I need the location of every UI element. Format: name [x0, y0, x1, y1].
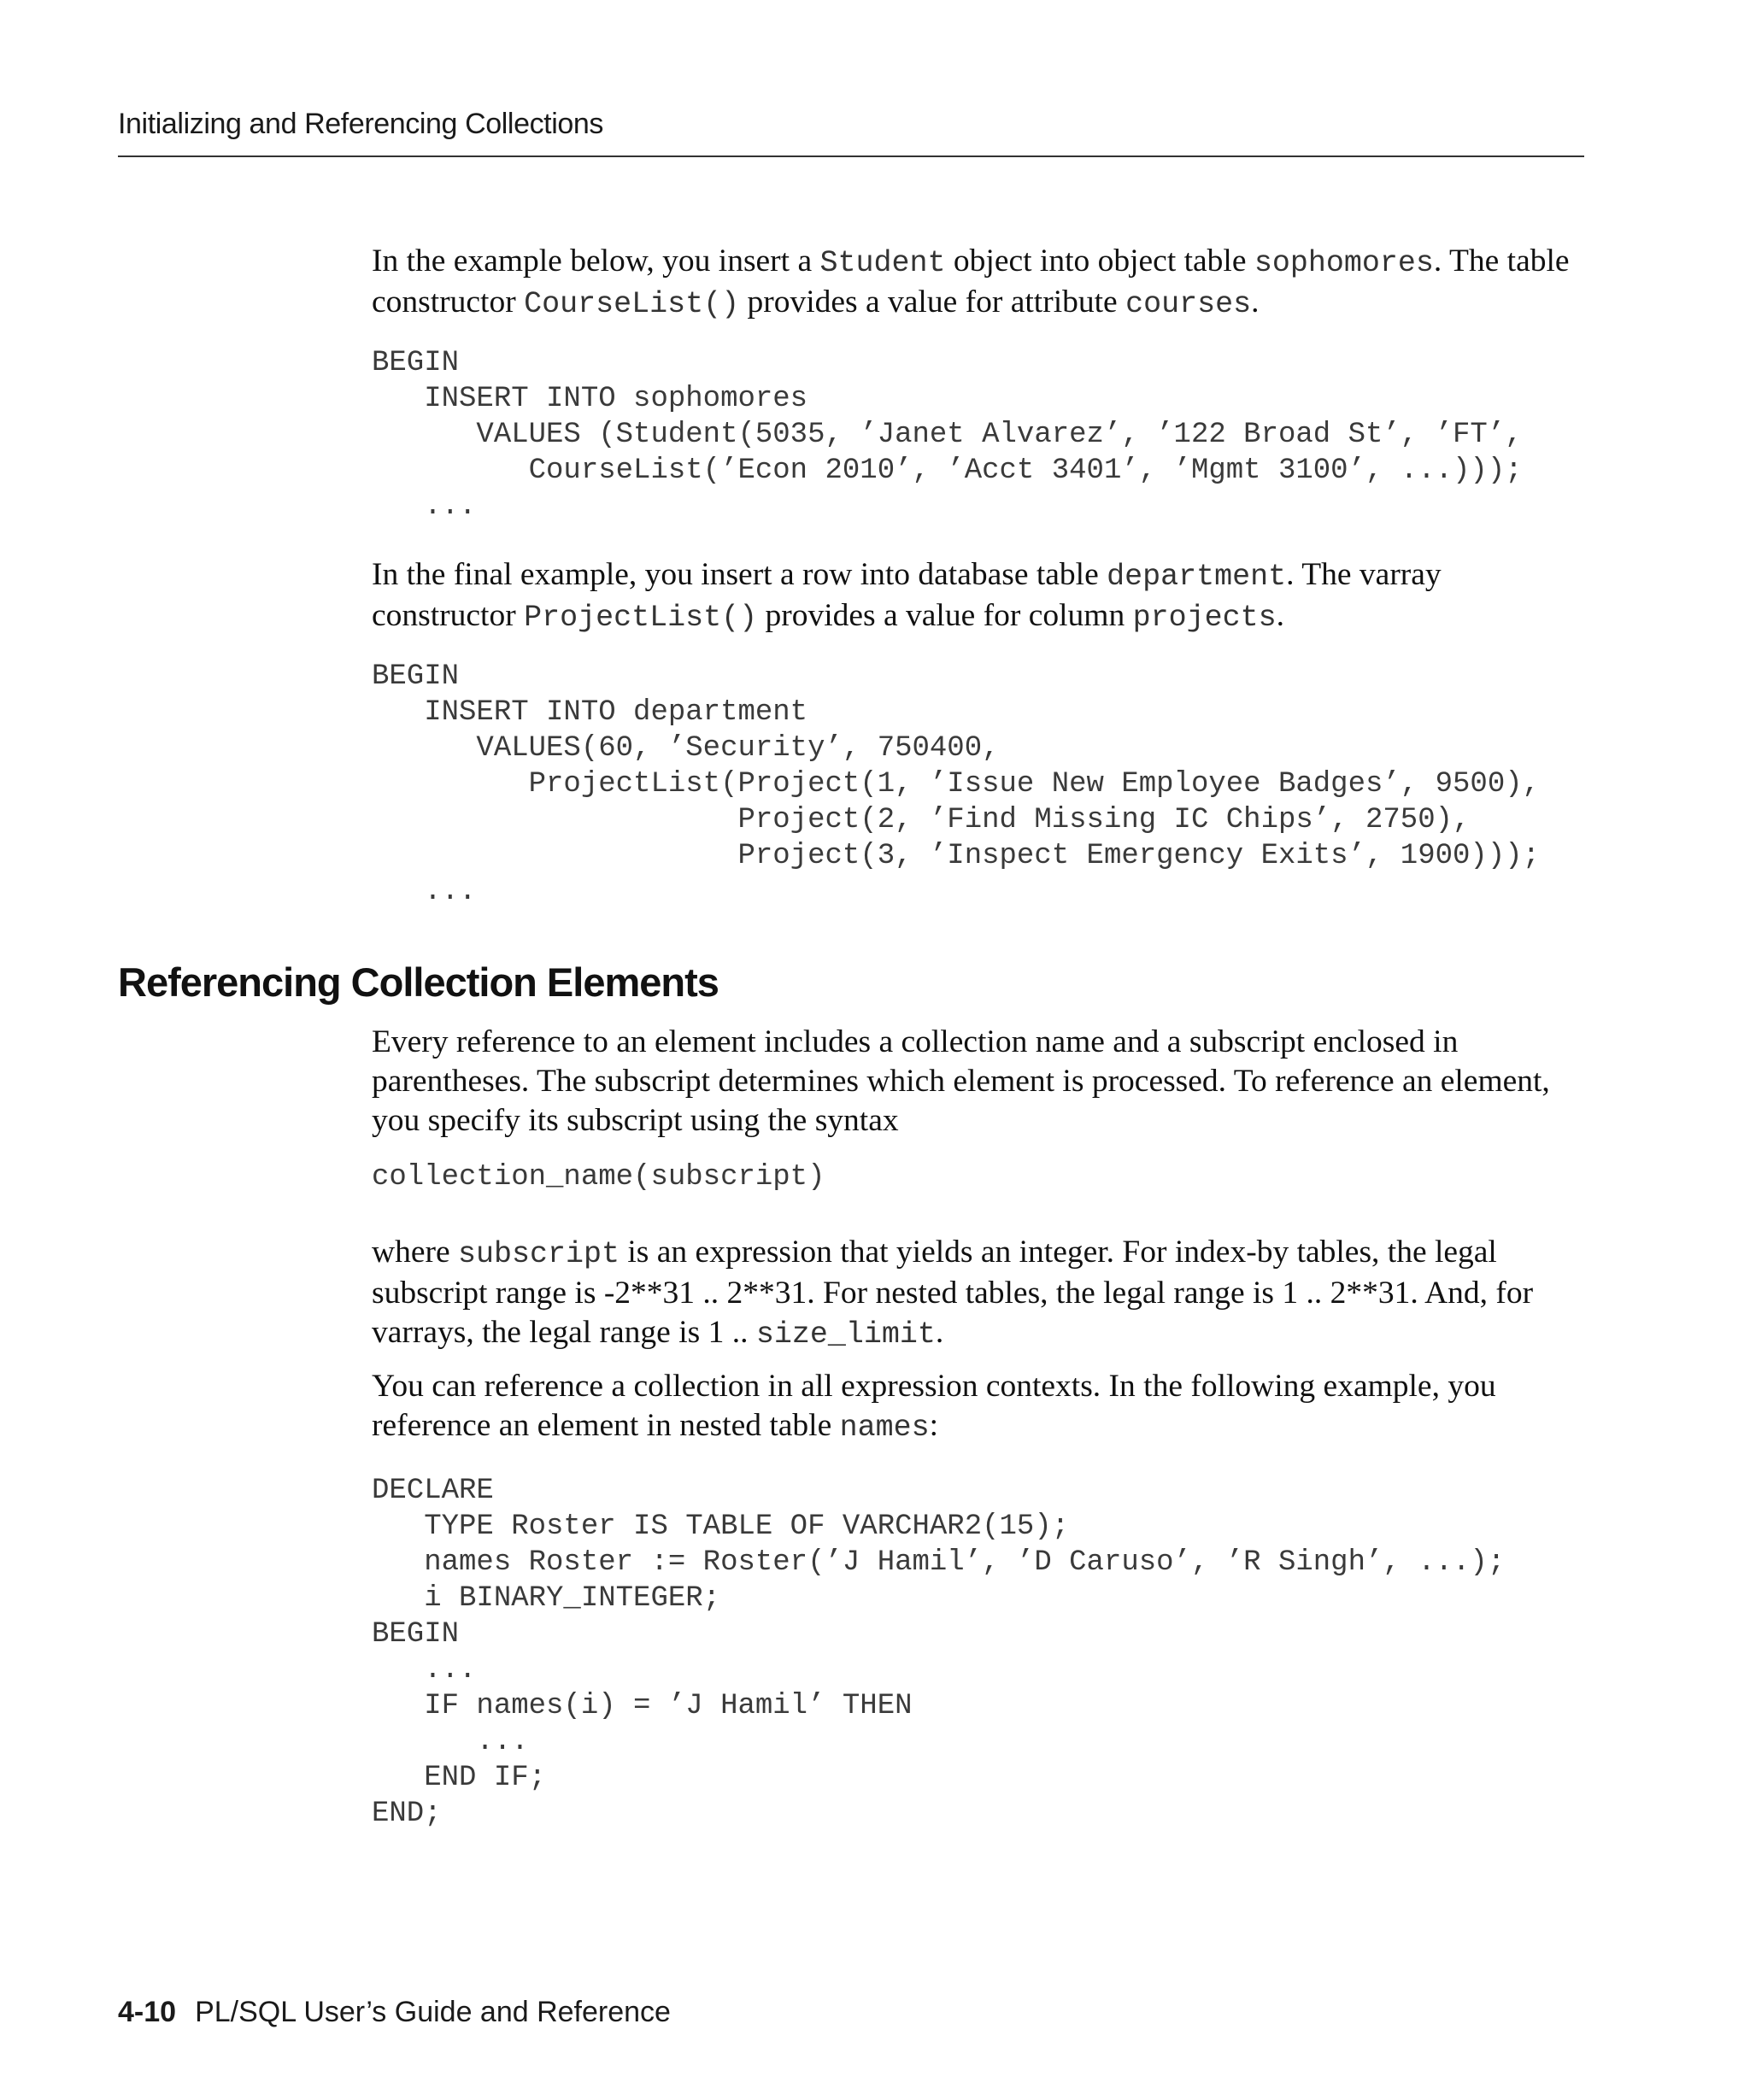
intro-paragraph-1: [372, 242, 1585, 324]
book-title: PL/SQL User’s Guide and Reference: [195, 1996, 671, 2028]
text-run: . The table constructor: [372, 243, 1570, 320]
inline-code: names: [839, 1411, 930, 1445]
inline-code: courses: [1125, 287, 1252, 321]
intro-paragraph-2: [372, 555, 1585, 637]
text-run: provides a value for attribute: [739, 284, 1126, 320]
code-block-2-wrap: [372, 659, 1585, 910]
paragraph-3-block: [372, 1023, 1585, 1141]
code-block-2: BEGIN INSERT INTO department VALUES(60, ’Security’, 750400, ProjectList(Project(1, ’Issue New Employee Badges’, 9500), Project(2, ’Find Missing IC Chips’, 2750), Project(3, ’Inspect Emergency Exits’, 1900))); ...: [372, 660, 1541, 908]
intro-paragraph-1-block: [372, 242, 1585, 324]
paragraph-5: [372, 1367, 1585, 1447]
syntax-line: collection_name(subscript): [372, 1161, 825, 1194]
paragraph-4: [372, 1233, 1585, 1354]
inline-code: size_limit: [755, 1317, 936, 1352]
inline-code: department: [1107, 560, 1287, 594]
header-rule: [118, 155, 1584, 157]
text-run: .: [935, 1315, 944, 1350]
code-block-1: BEGIN INSERT INTO sophomores VALUES (Student(5035, ’Janet Alvarez’, ’122 Broad St’, ’FT’, CourseList(’Econ 2010’, ’Acct 3401’, ’Mgmt 3100’, ...))); ...: [372, 347, 1523, 523]
text-run: . The varray constructor: [372, 557, 1442, 633]
text-run: :: [929, 1408, 939, 1443]
text-run: object into object table: [945, 243, 1254, 279]
code-block-1-wrap: [372, 345, 1585, 525]
page-footer: [118, 1996, 671, 2029]
text-run: .: [1276, 598, 1284, 633]
inline-code: projects: [1132, 601, 1277, 635]
inline-code: subscript: [457, 1237, 620, 1271]
code-block-3-wrap: [372, 1473, 1585, 1832]
intro-paragraph-2-block: [372, 555, 1585, 637]
code-block-3: DECLARE TYPE Roster IS TABLE OF VARCHAR2(15); names Roster := Roster(’J Hamil’, ’D Caruso’, ’R Singh’, ...); i BINARY_INTEGER; BEGIN ... IF names(i) = ’J Hamil’ THEN ... END IF; END;: [372, 1475, 1506, 1830]
text-run: provides a value for column: [757, 598, 1133, 633]
inline-code: Student: [819, 246, 946, 280]
text-run: is an expression that yields an integer. For index-by tables, the legal subscript range is -2**31 .. 2**31. For nested tables, the legal range is 1 .. 2**31. And, for varrays, the legal range is 1 ..: [372, 1235, 1534, 1350]
text-run: .: [1251, 284, 1260, 320]
paragraph-4-block: [372, 1233, 1585, 1354]
text-run: In the final example, you insert a row into database table: [372, 557, 1107, 592]
page-number: 4-10: [118, 1996, 177, 2028]
paragraph-5-block: [372, 1367, 1585, 1447]
paragraph-3: Every reference to an element includes a collection name and a subscript enclosed in parentheses. The subscript determines which element is processed. To reference an element, you specify its subscript using the syntax: [372, 1024, 1550, 1138]
syntax-line-wrap: [372, 1159, 1585, 1195]
inline-code: ProjectList(): [524, 601, 758, 635]
text-run: In the example below, you insert a: [372, 243, 820, 279]
inline-code: sophomores: [1254, 246, 1434, 280]
running-header: Initializing and Referencing Collections: [118, 108, 603, 140]
section-heading: Referencing Collection Elements: [118, 959, 719, 1005]
inline-code: CourseList(): [524, 287, 740, 321]
text-run: You can reference a collection in all expression contexts. In the following example, you reference an element in nested table: [372, 1369, 1496, 1443]
text-run: where: [372, 1235, 458, 1270]
